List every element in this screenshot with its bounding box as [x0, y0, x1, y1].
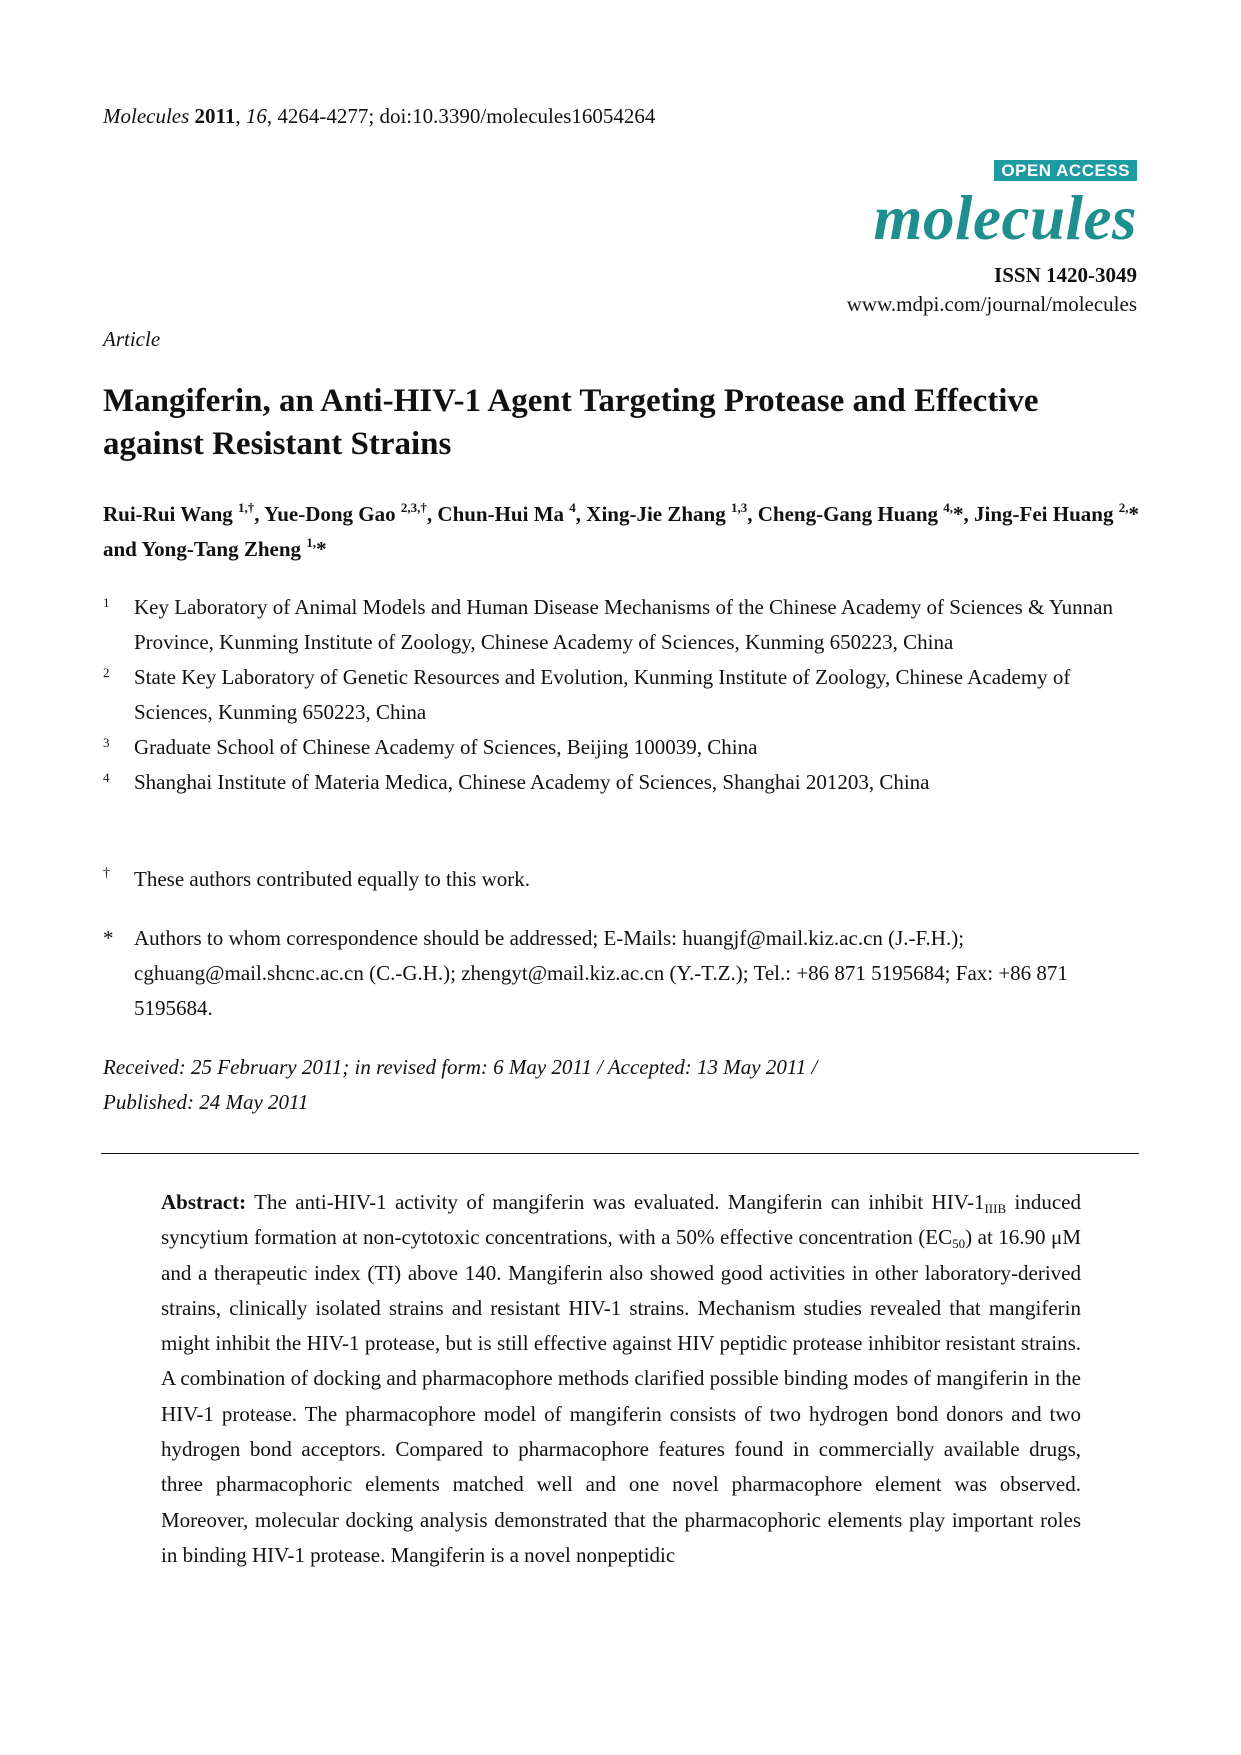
affiliation-text: Key Laboratory of Animal Models and Human Disease Mechanisms of the Chinese Academy of Sciences & Yunnan Province, Kunming Institute of Zoology, Chinese Academy of Sciences, Kunming 650223, China	[134, 595, 1113, 654]
affiliation-text: Graduate School of Chinese Academy of Sciences, Beijing 100039, China	[134, 735, 758, 759]
author-sep: ,	[426, 502, 438, 526]
author-name: Jing-Fei Huang	[974, 502, 1114, 526]
author	[437, 502, 586, 526]
abstract-subscript: 50	[952, 1236, 966, 1252]
journal-url[interactable]: www.mdpi.com/journal/molecules	[846, 292, 1137, 316]
author	[141, 537, 326, 561]
author	[264, 502, 437, 526]
author-name: Chun-Hui Ma	[437, 502, 565, 526]
asterisk-mark: *	[103, 926, 114, 950]
affiliation	[103, 730, 1143, 765]
dates-line: Received: 25 February 2011; in revised form: 6 May 2011 / Accepted: 13 May 2011 /	[103, 1055, 818, 1079]
affiliation-number: 1	[103, 595, 110, 610]
citation-year: 2011	[194, 104, 236, 128]
affiliation-number: 4	[103, 770, 110, 785]
citation-line: Molecules 2011, 16, 4264-4277; doi:10.3390/molecules16054264	[103, 104, 656, 128]
author-affil: 1,3	[730, 500, 748, 515]
author-sep: *	[316, 537, 327, 561]
citation-journal: Molecules	[103, 104, 190, 128]
author	[758, 502, 974, 526]
author-name: Yong-Tang Zheng	[141, 537, 302, 561]
affiliation-number: 3	[103, 735, 110, 750]
abstract-label: Abstract:	[161, 1190, 247, 1214]
abstract-text: induced syncytium formation at non-cytotoxic concentrations, with a 50% effective concentration (EC	[161, 1190, 1081, 1250]
author-affil: 4	[569, 500, 576, 515]
author-sep: * and	[103, 502, 1139, 561]
author-sep: ,	[254, 502, 264, 526]
issn: ISSN 1420-3049	[994, 263, 1137, 287]
affiliation-number: 2	[103, 665, 110, 680]
paper-title: Mangiferin, an Anti-HIV-1 Agent Targeting Protease and Effective against Resistant Strains	[103, 383, 1039, 462]
abstract-text: ) at 16.90 μM and a therapeutic index (TI) above 140. Mangiferin also showed good activities in other laboratory-derived strains, clinically isolated strains and resistant HIV-1 strains. Mechanism studies revealed that mangiferin might inhibit the HIV-1 protease, but is still effective against HIV peptidic protease inhibitor resistant strains. A combination of docking and pharmacophore methods clarified possible binding modes of mangiferin in the HIV-1 protease. The pharmacophore model of mangiferin consists of two hydrogen bond donors and two hydrogen bond acceptors. Compared to pharmacophore features found in commercially available drugs, three pharmacophoric elements matched well and one novel pharmacophore element was observed. Moreover, molecular docking analysis demonstrated that the pharmacophoric elements play important roles in binding HIV-1 protease. Mangiferin is a novel nonpeptidic	[161, 1225, 1081, 1567]
author-affil: 1,	[306, 535, 317, 550]
affiliation	[103, 590, 1143, 660]
dates-line: Published: 24 May 2011	[103, 1090, 309, 1114]
author-name: Cheng-Gang Huang	[757, 502, 939, 526]
author-name: Rui-Rui Wang	[103, 502, 233, 526]
author-name: Xing-Jie Zhang	[586, 502, 726, 526]
abstract-subscript: IIIB	[984, 1201, 1007, 1216]
journal-logo: molecules	[873, 183, 1137, 253]
open-access-badge: OPEN ACCESS	[994, 160, 1137, 181]
abstract-text: The anti-HIV-1 activity of mangiferin was evaluated. Mangiferin can inhibit HIV-1	[246, 1190, 985, 1214]
author-list	[103, 497, 1143, 567]
affiliation	[103, 660, 1143, 730]
affiliation-list	[103, 590, 1143, 800]
author-affil: 4,	[943, 500, 954, 515]
correspondence-note	[103, 921, 1143, 1026]
affiliation-text: Shanghai Institute of Materia Medica, Chinese Academy of Sciences, Shanghai 201203, China	[134, 770, 930, 794]
author-sep: ,	[575, 502, 587, 526]
author-sep: ,	[747, 502, 758, 526]
affiliation	[103, 765, 1143, 800]
author-name: Yue-Dong Gao	[263, 502, 396, 526]
equal-contribution-note	[103, 862, 1143, 897]
author	[586, 502, 757, 526]
citation-volume: 16	[245, 104, 267, 128]
publication-dates	[103, 1050, 1143, 1120]
note-text: These authors contributed equally to this work.	[134, 867, 530, 891]
note-text: Authors to whom correspondence should be addressed; E-Mails: huangjf@mail.kiz.ac.cn (J.-F.H.); cghuang@mail.shcnc.ac.cn (C.-G.H.); zhengyt@mail.kiz.ac.cn (Y.-T.Z.); Tel.: +86 871 5195684; Fax: +86 871 5195684.	[134, 926, 1068, 1020]
affiliation-text: State Key Laboratory of Genetic Resources and Evolution, Kunming Institute of Zoology, Chinese Academy of Sciences, Kunming 650223, China	[134, 665, 1071, 724]
author-affil: 2,3,†	[400, 500, 427, 515]
dagger-mark: †	[103, 866, 110, 881]
author-sep: *,	[953, 502, 975, 526]
author-affil: 1,†	[238, 500, 255, 515]
article-type: Article	[103, 327, 161, 351]
author	[103, 502, 264, 526]
section-divider	[101, 1153, 1139, 1154]
author-affil: 2,	[1118, 500, 1129, 515]
abstract	[161, 1185, 1081, 1573]
citation-doi: , 4264-4277; doi:10.3390/molecules16054264	[266, 104, 656, 128]
